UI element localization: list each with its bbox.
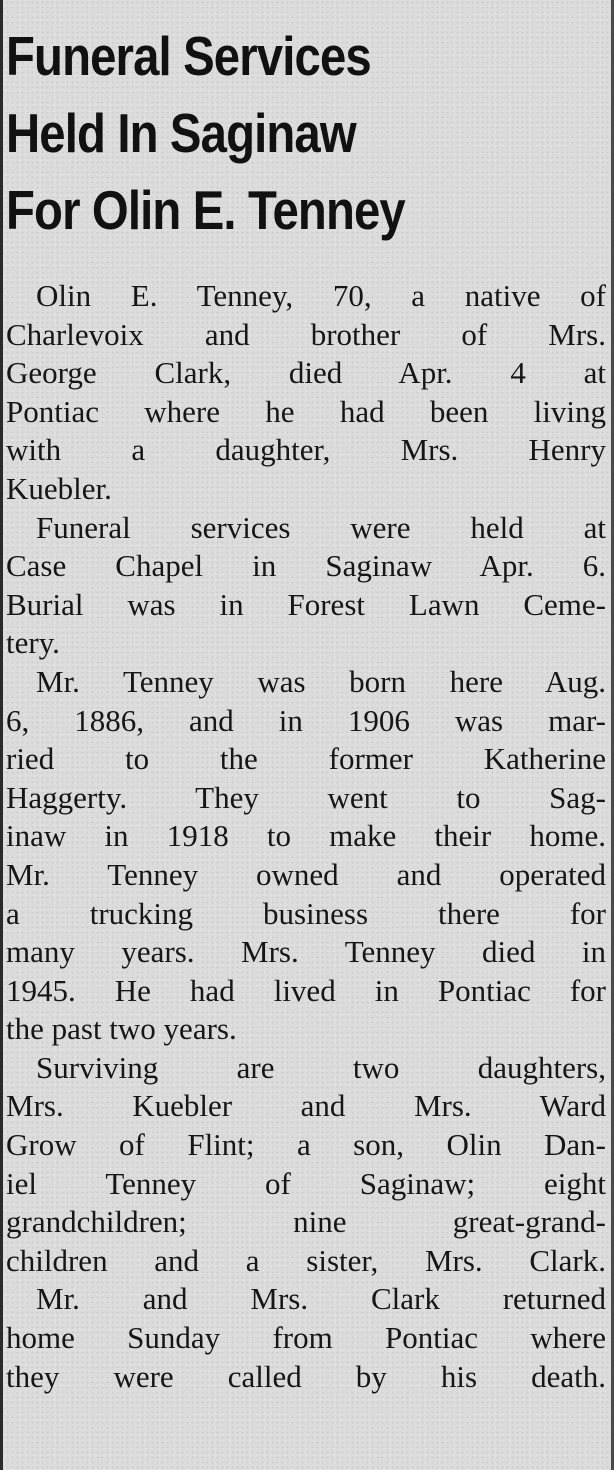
text-line: George Clark, died Apr. 4 at xyxy=(6,355,606,391)
paragraph-funeral-services xyxy=(6,509,606,663)
text-line: with a daughter, Mrs. Henry xyxy=(6,432,606,468)
text-line: ried to the former Katherine xyxy=(6,741,606,777)
text-line: many years. Mrs. Tenney died in xyxy=(6,934,606,970)
text-line: Haggerty. They went to Sag- xyxy=(6,779,606,815)
clipping-left-edge xyxy=(0,0,3,1470)
text-line: Grow of Flint; a son, Olin Dan- xyxy=(6,1127,606,1163)
text-line: tery. xyxy=(6,625,60,661)
text-line: Kuebler. xyxy=(6,470,112,506)
text-line: 6, 1886, and in 1906 was mar- xyxy=(6,702,606,738)
text-line: Mr. and Mrs. Clark returned xyxy=(36,1281,606,1317)
text-line: grandchildren; nine great-grand- xyxy=(6,1204,606,1240)
paragraph-return-home xyxy=(6,1280,606,1396)
text-line: a trucking business there for xyxy=(6,895,606,931)
paragraph-death-notice xyxy=(6,277,606,509)
headline-line: Held In Saginaw xyxy=(6,102,356,164)
paragraph-biography xyxy=(6,663,606,1049)
text-line: Case Chapel in Saginaw Apr. 6. xyxy=(6,548,606,584)
text-line: inaw in 1918 to make their home. xyxy=(6,818,606,854)
text-line: Olin E. Tenney, 70, a native of xyxy=(36,278,606,313)
text-line: home Sunday from Pontiac where xyxy=(6,1320,606,1356)
text-line: Mr. Tenney was born here Aug. xyxy=(36,663,606,699)
text-line: Surviving are two daughters, xyxy=(36,1049,606,1085)
text-line: Mrs. Kuebler and Mrs. Ward xyxy=(6,1088,606,1124)
headline-line: Funeral Services xyxy=(6,25,371,87)
text-line: iel Tenney of Saginaw; eight xyxy=(6,1165,606,1201)
text-line: they were called by his death. xyxy=(6,1358,606,1394)
text-line: the past two years. xyxy=(6,1011,237,1047)
text-line: Charlevoix and brother of Mrs. xyxy=(6,316,606,352)
text-line: Burial was in Forest Lawn Ceme- xyxy=(6,586,606,622)
text-line: 1945. He had lived in Pontiac for xyxy=(6,972,606,1008)
headline-line: For Olin E. Tenney xyxy=(6,179,405,241)
article-body xyxy=(6,277,606,1396)
text-line: Mr. Tenney owned and operated xyxy=(6,856,606,892)
text-line: Pontiac where he had been living xyxy=(6,393,606,429)
text-line: Funeral services were held at xyxy=(36,509,606,545)
text-line: children and a sister, Mrs. Clark. xyxy=(6,1242,606,1278)
headline xyxy=(6,18,522,249)
paragraph-survivors xyxy=(6,1049,606,1281)
